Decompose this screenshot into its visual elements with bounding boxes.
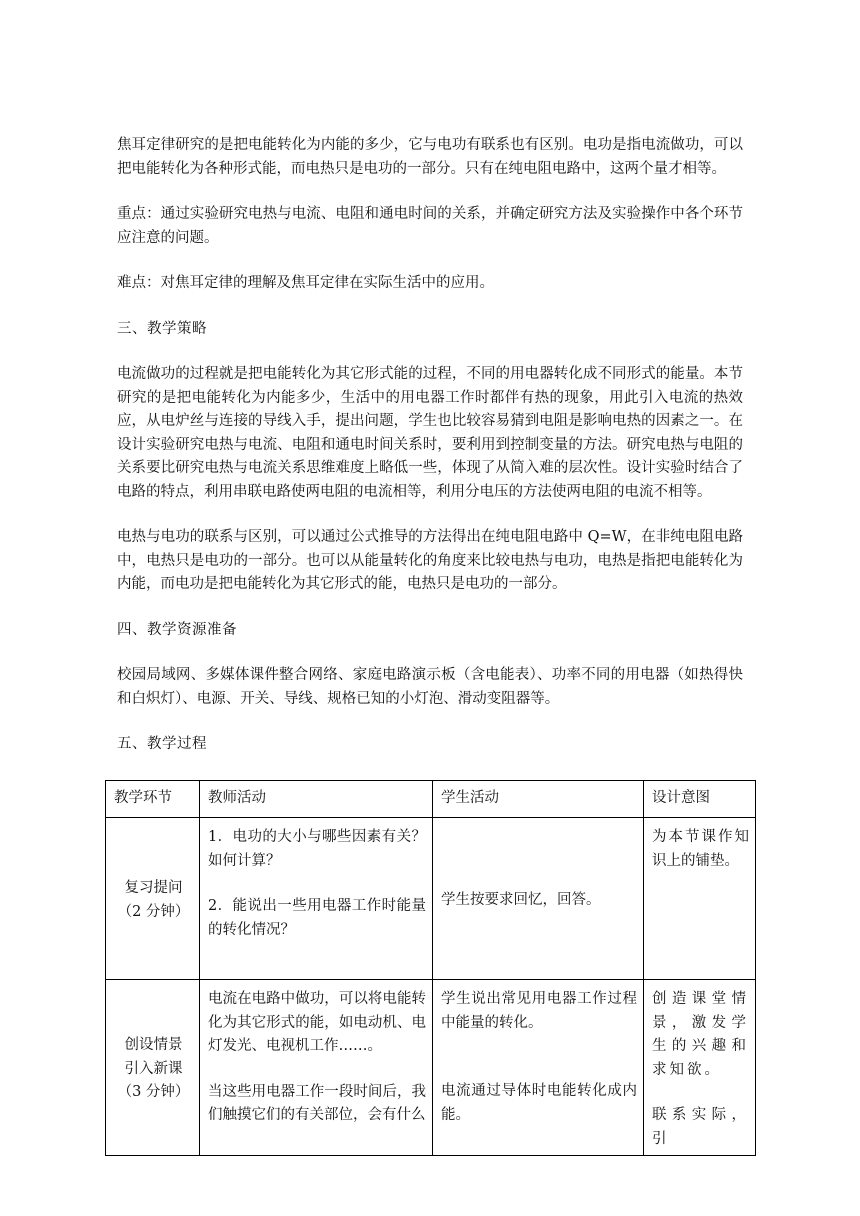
header-student-activity: 学生活动	[433, 781, 644, 818]
design-intent-2: 联系实际，引	[652, 1107, 749, 1147]
teacher-activity-2: 当这些用电器工作一段时间后，我们触摸它们的有关部位，会有什么	[208, 1083, 426, 1123]
header-teacher-activity: 教师活动	[200, 781, 433, 818]
paragraph-key-points: 重点：通过实验研究电热与电流、电阻和通电时间的关系，并确定研究方法及实验操作中各个环节应注意的问题。	[117, 206, 743, 246]
design-intent-cell	[644, 818, 756, 980]
teaching-process-table	[105, 780, 756, 1156]
teacher-question-2: 2．能说出一些用电器工作时能量的转化情况？	[208, 898, 426, 938]
table-row	[106, 980, 756, 1156]
paragraph-heat-vs-work: 电热与电功的联系与区别，可以通过公式推导的方法得出在纯电阻电路中 Q=W，在非纯电阻电路中，电热只是电功的一部分。也可以从能量转化的角度来比较电热与电功，电热是指把电能转化为内能，而电功是把电能转化为其它形式的能，电热只是电功的一部分。	[117, 529, 743, 592]
student-activity-2: 电流通过导体时电能转化成内能。	[441, 1083, 637, 1123]
stage-cell	[106, 818, 200, 980]
student-activity-1: 学生说出常见用电器工作过程中能量的转化。	[441, 991, 637, 1031]
document-body	[117, 134, 743, 757]
student-activity-cell	[433, 818, 644, 980]
paragraph-strategy: 电流做功的过程就是把电能转化为其它形式能的过程，不同的用电器转化成不同形式的能量。本节研究的是把电能转化为内能多少，生活中的用电器工作时都伴有热的现象，用此引入电流的热效应，从电炉丝与连接的导线入手，提出问题，学生也比较容易猜到电阻是影响电热的因素之一。在设计实验研究电热与电流、电阻和通电时间关系时，要利用到控制变量的方法。研究电热与电阻的关系要比研究电热与电流关系思维难度上略低一些，体现了从简入难的层次性。设计实验时结合了电路的特点，利用串联电路使两电阻的电流相等，利用分电压的方法使两电阻的电流不相等。	[117, 366, 743, 500]
design-intent-cell	[644, 980, 756, 1156]
stage-cell	[106, 980, 200, 1156]
student-activity-text: 学生按要求回忆，回答。	[441, 891, 601, 908]
heading-teaching-strategy: 三、教学策略	[117, 320, 207, 337]
teacher-question-1: 1．电功的大小与哪些因素有关？如何计算？	[208, 829, 426, 869]
header-stage: 教学环节	[106, 781, 200, 818]
student-activity-cell	[433, 980, 644, 1156]
table-header-row	[106, 781, 756, 818]
teacher-activity-1: 电流在电路中做功，可以将电能转化为其它形式的能，如电动机、电灯发光、电视机工作……。	[208, 991, 426, 1054]
paragraph-difficulties: 难点：对焦耳定律的理解及焦耳定律在实际生活中的应用。	[117, 275, 494, 291]
heading-resources: 四、教学资源准备	[117, 621, 237, 638]
paragraph-resources: 校园局域网、多媒体课件整合网络、家庭电路演示板（含电能表）、功率不同的用电器（如热得快和白炽灯）、电源、开关、导线、规格已知的小灯泡、滑动变阻器等。	[117, 667, 743, 707]
stage-name-line-1: 创设情景	[124, 1037, 183, 1054]
paragraph-joule-law-intro: 焦耳定律研究的是把电能转化为内能的多少，它与电功有联系也有区别。电功是指电流做功，可以把电能转化为各种形式能，而电热只是电功的一部分。只有在纯电阻电路中，这两个量才相等。	[117, 137, 743, 177]
teacher-activity-cell	[200, 818, 433, 980]
stage-time: （2 分钟）	[117, 903, 190, 920]
teacher-activity-cell	[200, 980, 433, 1156]
stage-name: 复习提问	[124, 880, 183, 896]
design-intent-1: 创造课堂情景，激发学生的兴趣和求知欲。	[652, 991, 749, 1078]
stage-name-line-2: 引入新课	[124, 1060, 183, 1077]
heading-teaching-process: 五、教学过程	[117, 736, 207, 752]
table-row	[106, 818, 756, 980]
stage-time: （3 分钟）	[117, 1084, 190, 1101]
header-design-intent: 设计意图	[644, 781, 756, 818]
design-intent-text: 为本节课作知识上的铺垫。	[652, 829, 749, 869]
